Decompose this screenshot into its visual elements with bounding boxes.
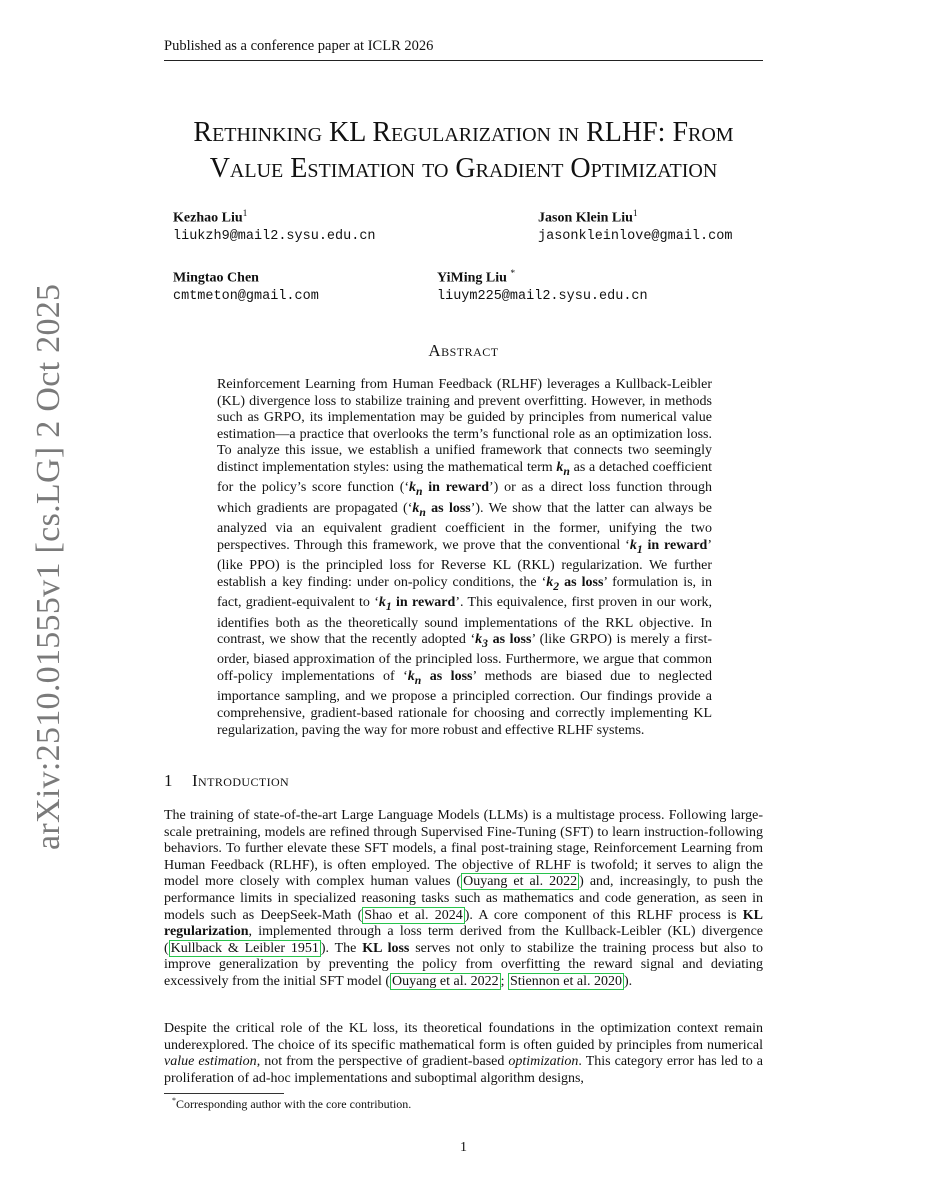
affiliation-mark: 1 [632,209,638,219]
author-block-1 [173,205,376,246]
citation-link[interactable]: Ouyang et al. 2022 [392,973,499,989]
math-k: $k_1$ [378,595,392,613]
corresponding-mark: * [510,269,516,279]
footnote-mark: * [172,1096,176,1105]
citation-link[interactable]: Kullback & Leibler 1951 [170,940,319,956]
footnote-rule [164,1093,284,1094]
title-line-1: Rethinking KL Regularization in RLHF: From [193,117,734,148]
citation-link[interactable]: Shao et al. 2024 [364,907,463,923]
math-k: $k_n$ [409,480,423,499]
author-name: YiMing Liu [437,270,507,286]
title-line-2: Value Estimation to Gradient Optimization [209,153,718,184]
affiliation-mark: 1 [242,209,248,219]
section-heading [164,771,289,791]
footnote [172,1096,411,1112]
math-k: $k_2$ [546,574,560,593]
arxiv-stamp: arXiv:2510.01555v1 [cs.LG] 2 Oct 2025 [30,283,67,850]
author-name: Jason Klein Liu [538,210,633,226]
abstract-body: Reinforcement Learning from Human Feedback (RLHF) leverages a Kullback-Leibler (KL) divergence loss to stabilize training and prevent overfitting. However, in methods such as GRPO, its implementation may be guided by principles from numerical value estimation—a practice that overlooks the term’s functional role as an optimization loss. To analyze this issue, we establish a unified framework that connects two seemingly distinct implementation styles: using the mathematical term $k_n$ as a detached coefficient for the policy’s score function (‘$k_n$ in reward’) or as a direct loss function through which gradients are propagated (‘$k_n$ as loss’). We show that the latter can always be analyzed via an equivalent gradient coefficient in the former, unifying the two perspectives. Through this framework, we prove that the conventional ‘$k_1$ in reward’ (like PPO) is the principled loss for Reverse KL (RKL) regularization. We further establish a key finding: under on-policy conditions, the ‘$k_2$ as loss’ formulation is, in fact, gradient-equivalent to ‘$k_1$ in reward’. This equivalence, first proven in our work, identifies both as the theoretically sound implementations of the RKL objective. In contrast, we show that the recently adopted ‘$k_3$ as loss’ (like GRPO) is merely a first-order, biased approximation of the principled loss. Furthermore, we argue that common off-policy implementations of ‘$k_n$ as loss’ methods are biased due to neglected importance sampling, and we propose a principled correction. Our findings provide a comprehensive, gradient-based rationale for choosing and correctly implementing KL regularization, paving the way for more robust and effective RLHF systems. [217,377,713,738]
running-header: Published as a conference paper at ICLR 2026 [164,38,434,54]
math-k: $k_n$ [412,500,426,519]
abstract-heading: Abstract [428,341,499,360]
page-number: 1 [460,1140,467,1155]
author-block-4 [437,265,648,306]
author-name: Kezhao Liu [173,210,243,226]
author-name: Mingtao Chen [173,270,259,286]
author-email[interactable]: jasonkleinlove@gmail.com [538,228,733,244]
footnote-text: Corresponding author with the core contribution. [176,1097,412,1111]
header-rule [164,60,763,61]
section-number: 1 [164,771,173,790]
citation-link[interactable]: Ouyang et al. 2022 [463,874,578,890]
math-k: $k_n$ [407,669,422,687]
author-email[interactable]: cmtmeton@gmail.com [173,288,319,304]
intro-paragraph-1: The training of state-of-the-art Large Language Models (LLMs) is a multistage process. Following large-scale pretraining, models are refined through Supervised Fine-Tuning (SFT) to learn instruction-following behaviors. To further elevate these SFT models, a final post-training stage, Reinforcement Learning from Human Feedback (RLHF), is often employed. The objective of RLHF is twofold; it serves to align the model more closely with complex human values ( Ouyang et al. 2022 ) and, increasingly, to push the performance limits in specialized reasoning tasks such as mathematics and code generation, as seen in models such as DeepSeek-Math ( Shao et al. 2024 ). A core component of this RLHF process is KL regularization, implemented through a loss term derived from the Kullback-Leibler (KL) divergence ( Kullback & Leibler 1951 ). The KL loss serves not only to stabilize the training process but also to improve generalization by preventing the policy from overfitting the reward signal and deviating excessively from the initial SFT model ( Ouyang et al. 2022 ; Stiennon et al. 2020 ). [164,808,764,989]
author-block-2 [538,205,732,246]
paper-title [150,115,777,187]
math-k: $k_1$ [629,537,643,556]
author-email[interactable]: liukzh9@mail2.sysu.edu.cn [173,228,376,244]
intro-paragraph-2: Despite the critical role of the KL loss, its theoretical foundations in the optimization context remain underexplored. The choice of its specific mathematical form is often guided by principles from numerical value estimation, not from the perspective of gradient-based optimization. This category error has led to a proliferation of ad-hoc implementations and suboptimal algorithm designs, [164,1021,764,1086]
citation-link[interactable]: Stiennon et al. 2020 [509,973,622,989]
author-email[interactable]: liuym225@mail2.sysu.edu.cn [437,288,648,304]
math-k: $k_n$ [556,459,570,478]
author-block-3 [173,265,319,306]
math-k: $k_3$ [475,632,488,650]
section-title: Introduction [192,771,290,790]
